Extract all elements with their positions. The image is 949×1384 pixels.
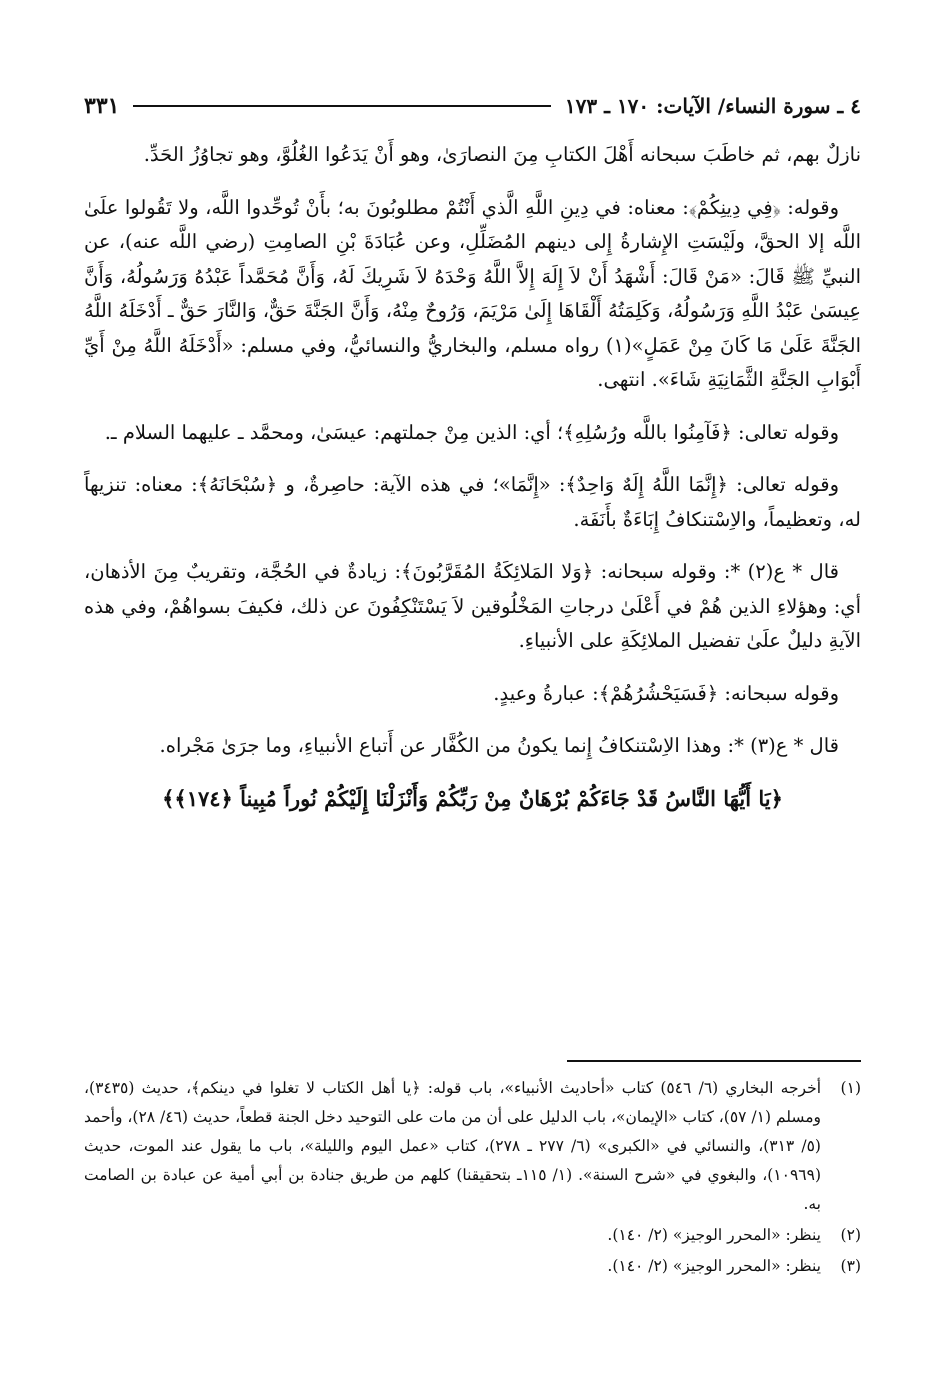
footnotes: [84, 1074, 861, 1283]
footnote-3: [84, 1252, 861, 1281]
footnote-number: (٢): [840, 1226, 861, 1244]
paragraph-1: نازلٌ بهم، ثم خاطَبَ سبحانه أَهْلَ الكتابِ مِنَ النصارَىٰ، وهو أَنْ يَدَعُوا الغُلُوَّ، وهو تجاوُزُ الحَدِّ.: [143, 143, 861, 166]
paragraph-7: قال * ع(٣) *: وهذا الاِسْتنكافُ إِنما يكونُ من الكُفَّار عن أَتباع الأنبياءِ، وما جرَىٰ مَجْراه.: [159, 734, 839, 757]
footnote-1: [84, 1074, 861, 1219]
header-rule: [133, 105, 550, 107]
running-header: [84, 88, 861, 124]
paragraph-4: وقوله تعالى: ﴿إِنَّمَا اللَّهُ إِلَهٌ وَاحِدٌ﴾: «إِنَّمَا»؛ في هذه الآية: حاصِرةٌ، و ﴿سُبْحَانَهُ﴾: معناه: تنزيهاً له، وتعظيماً، والاِسْتنكافُ إِبَاءَةٌ بأَنَفَة.: [84, 473, 861, 531]
footnote-text: أخرجه البخاري (٦/ ٥٤٦) كتاب «أحاديث الأنبياء»، باب قوله: ﴿يا أهل الكتاب لا تغلوا في دينكم﴾، حديث (٣٤٣٥)، ومسلم (١/ ٥٧)، كتاب «الإيمان»، باب الدليل على أن من مات على التوحيد دخل الجنة قطعاً، حديث (٤٦/ ٢٨)، وأحمد (٥/ ٣١٣)، والنسائي في «الكبرى» (٦/ ٢٧٧ ـ ٢٧٨)، كتاب «عمل اليوم والليلة»، باب ما يقول عند الموت، حديث (١٠٩٦٩)، والبغوي في «شرح السنة». (١/ ١١٥ـ بتحقيقنا) كلهم من طريق جنادة بن أبي أمية عن عبادة بن الصامت به.: [84, 1079, 822, 1213]
paragraph-3: وقوله تعالى: ﴿فَآمِنُوا باللَّه ورُسُلِهِ﴾؛ أي: الذين مِنْ جملتهم: عيسَىٰ، ومحمَّد ـ عليهما السلام ـ.: [104, 420, 839, 444]
chapter-heading: ٤ ـ سورة النساء/ الآيات: ١٧٠ ـ ١٧٣: [564, 94, 861, 118]
footnote-2: [84, 1221, 861, 1250]
footnote-number: (٣): [840, 1257, 861, 1275]
page-number: ٣٣١: [84, 93, 120, 119]
footnote-text: ينظر: «المحرر الوجيز» (٢/ ١٤٠).: [607, 1257, 821, 1275]
footnote-text: ينظر: «المحرر الوجيز» (٢/ ١٤٠).: [607, 1226, 821, 1244]
quran-verse: ﴿يَا أَيُّهَا النَّاسُ قَدْ جَاءَكُمْ بُرْهَانٌ مِنْ رَبِّكُمْ وَأَنْزَلْنَا إِلَيْكُمْ نُوراً مُبِيناً ﴿١٧٤﴾﴾: [162, 785, 783, 811]
book-page: [84, 0, 861, 1384]
footnote-number: (١): [840, 1079, 861, 1097]
main-text: [84, 138, 861, 834]
paragraph-2: وقوله: ﴿فِي دِينِكُمْ﴾: معناه: في دِينِ اللَّهِ الَّذي أَنْتُمْ مطلوبُونَ به؛ بأَنْ تُوحِّدوا اللَّه، ولا تَقُولوا علَىٰ اللَّه إلا الحقَّ، ولَيْسَتِ الإِشارةُ إِلى دينهم المُضَلِّلِ، وعن عُبَادَةَ بْنِ الصامِتِ (رضي اللَّه عنه)، عن النبيِّ ﷺ قَالَ: «مَنْ قَالَ: أَشْهَدُ أَنْ لاَ إِلَهَ إِلاَّ اللَّهُ وَحْدَهُ لاَ شَرِيكَ لَهُ، وَأَنَّ مُحَمَّداً عَبْدُهُ وَرَسُولُهُ، وَأَنَّ عِيسَىٰ عَبْدُ اللَّهِ وَرَسُولُهُ، وَكَلِمَتُهُ أَلْقَاهَا إِلَىٰ مَرْيَمَ، وَرُوحٌ مِنْهُ، وَأَنَّ الجَنَّةَ حَقٌّ، وَالنَّارَ حَقٌّ ـ أَدْخَلَهُ اللَّهُ الجَنَّةَ عَلَىٰ مَا كَانَ مِنْ عَمَلٍ»(١) رواه مسلم، والبخاريُّ والنسائيُّ، وفي مسلم: «أَدْخَلَهُ اللَّهُ مِنْ أَيِّ أَبْوَابِ الجَنَّةِ الثَّمَانِيَةِ شَاءَ». انتهى.: [84, 195, 861, 391]
paragraph-5: قال * ع(٢) *: وقوله سبحانه: ﴿وَلا المَلائِكَةُ المُقَرَّبُونَ﴾: زيادةٌ في الحُجَّة، وتقريبٌ مِنَ الأذهان، أي: وهؤلاءِ الذين هُمْ في أَعْلَىٰ درجاتِ المَخْلُوقين لاَ يَسْتَنْكِفُونَ عن ذلك، فكيفَ بسواهُمْ، وفي هذه الآيةِ دليلٌ علَىٰ تفضيل الملائِكَةِ على الأنبياءِ.: [84, 560, 861, 652]
footnote-separator: [567, 1060, 861, 1062]
paragraph-6: وقوله سبحانه: ﴿فَسَيَحْشُرُهُمْ﴾: عبارةُ وعيدٍ.: [493, 681, 839, 705]
